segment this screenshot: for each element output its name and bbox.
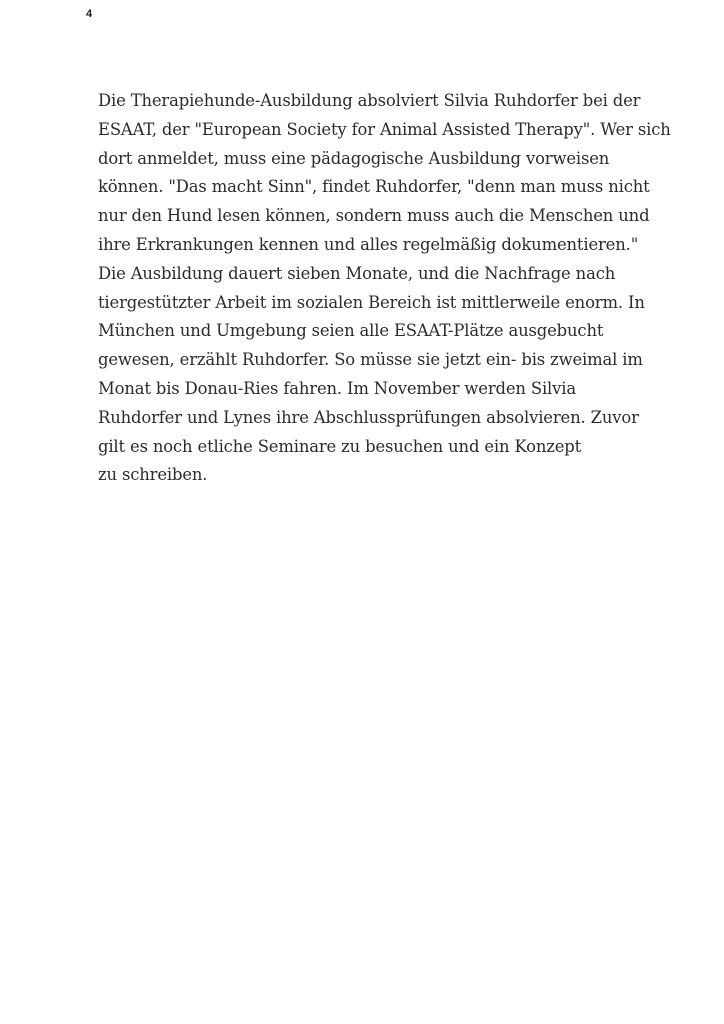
text-line: München und Umgebung seien alle ESAAT-Plätze ausgebucht <box>98 321 604 341</box>
text-line: zu schreiben. <box>98 465 208 485</box>
text-line: gilt es noch etliche Seminare zu besuchen und ein Konzept <box>98 436 582 456</box>
text-line: Monat bis Donau-Ries fahren. Im November werden Silvia <box>98 378 576 398</box>
text-line: ihre Erkrankungen kennen und alles regelmäßig dokumentieren." <box>98 234 639 254</box>
text-line: ESAAT, der "European Society for Animal Assisted Therapy". Wer sich <box>98 119 671 139</box>
text-line: Ruhdorfer und Lynes ihre Abschlussprüfungen absolvieren. Zuvor <box>98 407 639 427</box>
text-line: dort anmeldet, muss eine pädagogische Ausbildung vorweisen <box>98 148 610 168</box>
text-line: Die Therapiehunde-Ausbildung absolviert Silvia Ruhdorfer bei der <box>98 91 641 110</box>
text-line: können. "Das macht Sinn", findet Ruhdorfer, "denn man muss nicht <box>98 177 650 197</box>
article-paragraph <box>98 87 698 490</box>
page-number: 4 <box>86 8 93 20</box>
text-line: nur den Hund lesen können, sondern muss auch die Menschen und <box>98 206 650 226</box>
text-line: gewesen, erzählt Ruhdorfer. So müsse sie jetzt ein- bis zweimal im <box>98 350 643 370</box>
text-line: tiergestützter Arbeit im sozialen Bereich ist mittlerweile enorm. In <box>98 292 645 312</box>
text-line: Die Ausbildung dauert sieben Monate, und die Nachfrage nach <box>98 263 616 283</box>
